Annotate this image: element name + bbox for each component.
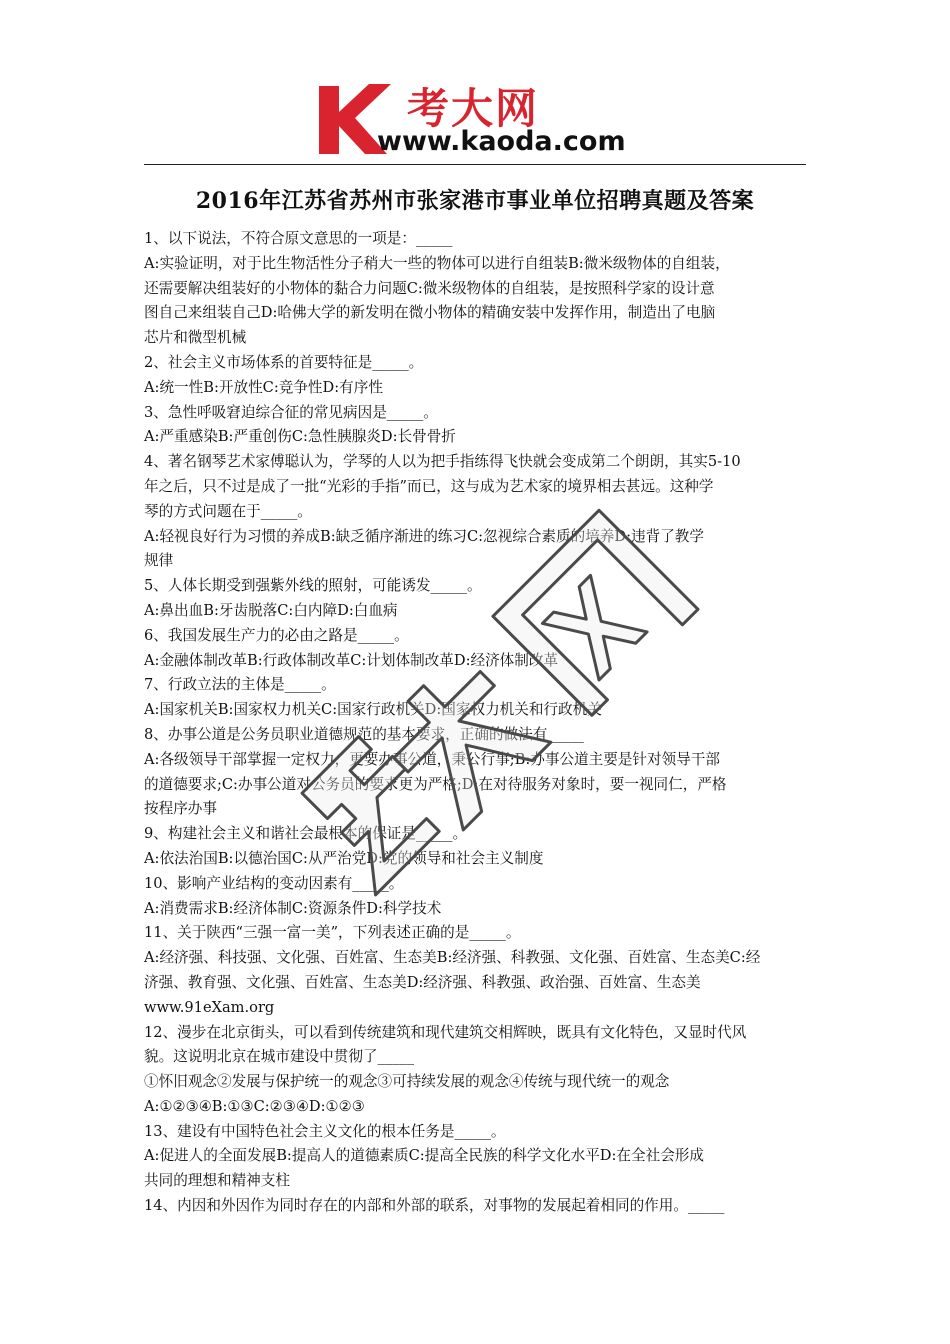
text-line: A:消费需求B:经济体制C:资源条件D:科学技术 — [144, 899, 442, 917]
text-line: A:促进人的全面发展B:提高人的道德素质C:提高全民族的科学文化水平D:在全社会形成 — [144, 1147, 704, 1165]
text-line: 规律 — [144, 552, 174, 570]
text-line: A:①②③④B:①③C:②③④D:①②③ — [144, 1097, 365, 1115]
document-body — [144, 227, 809, 1219]
text-line: 8、办事公道是公务员职业道德规范的基本要求，正确的做法有_____ — [144, 725, 584, 743]
text-line: 貌。这说明北京在城市建设中贯彻了_____ — [144, 1048, 414, 1066]
text-line: A:各级领导干部掌握一定权力，更要办事公道，秉公行事;B:办事公道主要是针对领导干部 — [144, 750, 720, 768]
document-title: 2016年江苏省苏州市张家港市事业单位招聘真题及答案 — [195, 188, 755, 214]
site-logo — [315, 78, 645, 158]
text-line: 琴的方式问题在于_____。 — [144, 502, 312, 520]
text-line: 3、急性呼吸窘迫综合征的常见病因是_____。 — [144, 403, 438, 421]
text-line: 年之后，只不过是成了一批“光彩的手指”而已，这与成为艺术家的境界相去甚远。这种学 — [144, 477, 714, 495]
text-line: 4、著名钢琴艺术家傅聪认为，学琴的人以为把手指练得飞快就会变成第二个朗朗，其实5-10 — [144, 453, 741, 471]
text-line: A:轻视良好行为习惯的养成B:缺乏循序渐进的练习C:忽视综合素质的培养D:违背了教学 — [144, 527, 704, 545]
text-line: 11、关于陕西“三强一富一美”，下列表述正确的是_____。 — [144, 924, 521, 942]
text-line: 12、漫步在北京街头，可以看到传统建筑和现代建筑交相辉映，既具有文化特色，又显时代风 — [144, 1023, 747, 1041]
text-line: 10、影响产业结构的变动因素有_____。 — [144, 874, 404, 892]
text-line: 芯片和微型机械 — [144, 329, 247, 347]
text-line: 还需要解决组装好的小物体的黏合力问题C:微米级物体的自组装，是按照科学家的设计意 — [144, 279, 715, 297]
text-line: A:依法治国B:以德治国C:从严治党D:党的领导和社会主义制度 — [144, 849, 544, 867]
text-line: 共同的理想和精神支柱 — [144, 1172, 290, 1190]
text-line: A:经济强、科技强、文化强、百姓富、生态美B:经济强、科教强、文化强、百姓富、生态美C:经 — [144, 949, 761, 967]
text-line: A:严重感染B:严重创伤C:急性胰腺炎D:长骨骨折 — [144, 428, 456, 446]
text-line: 9、构建社会主义和谐社会最根本的保证是_____。 — [144, 825, 468, 843]
text-line: www.91eXam.org — [144, 998, 275, 1016]
text-line: 按程序办事 — [144, 800, 217, 818]
text-line: 5、人体长期受到强紫外线的照射，可能诱发_____。 — [144, 577, 482, 595]
text-line: 的道德要求;C:办事公道对公务员的要求更为严格;D:在对待服务对象时，要一视同仁，严格 — [144, 775, 727, 793]
text-line: 1、以下说法，不符合原文意思的一项是：_____ — [144, 230, 453, 247]
text-line: A:国家机关B:国家权力机关C:国家行政机关D:国家权力机关和行政机关 — [144, 701, 602, 719]
text-line: 14、内因和外因作为同时存在的内部和外部的联系，对事物的发展起着相同的作用。_____ — [144, 1197, 725, 1215]
text-line: A:鼻出血B:牙齿脱落C:白内障D:白血病 — [144, 601, 398, 619]
text-line: 7、行政立法的主体是_____。 — [144, 676, 336, 694]
logo-chinese-name: 考大网 — [407, 84, 540, 133]
text-line: 济强、教育强、文化强、百姓富、生态美D:经济强、科教强、政治强、百姓富、生态美 — [144, 973, 701, 991]
text-line: ①怀旧观念②发展与保护统一的观念③可持续发展的观念④传统与现代统一的观念 — [144, 1073, 670, 1091]
text-line: A:实验证明，对于比生物活性分子稍大一些的物体可以进行自组装B:微米级物体的自组装， — [144, 254, 730, 272]
text-line: 2、社会主义市场体系的首要特征是_____。 — [144, 353, 424, 371]
text-line: 13、建设有中国特色社会主义文化的根本任务是_____。 — [144, 1122, 506, 1140]
text-line: 图自己来组装自己D:哈佛大学的新发明在微小物体的精确安装中发挥作用，制造出了电脑 — [144, 304, 716, 322]
header-divider — [144, 164, 806, 165]
logo-url: www.kaoda.com — [377, 126, 626, 157]
text-line: A:统一性B:开放性C:竞争性D:有序性 — [144, 378, 383, 396]
text-line: 6、我国发展生产力的必由之路是_____。 — [144, 626, 409, 644]
text-line: A:金融体制改革B:行政体制改革C:计划体制改革D:经济体制改革 — [144, 651, 559, 669]
